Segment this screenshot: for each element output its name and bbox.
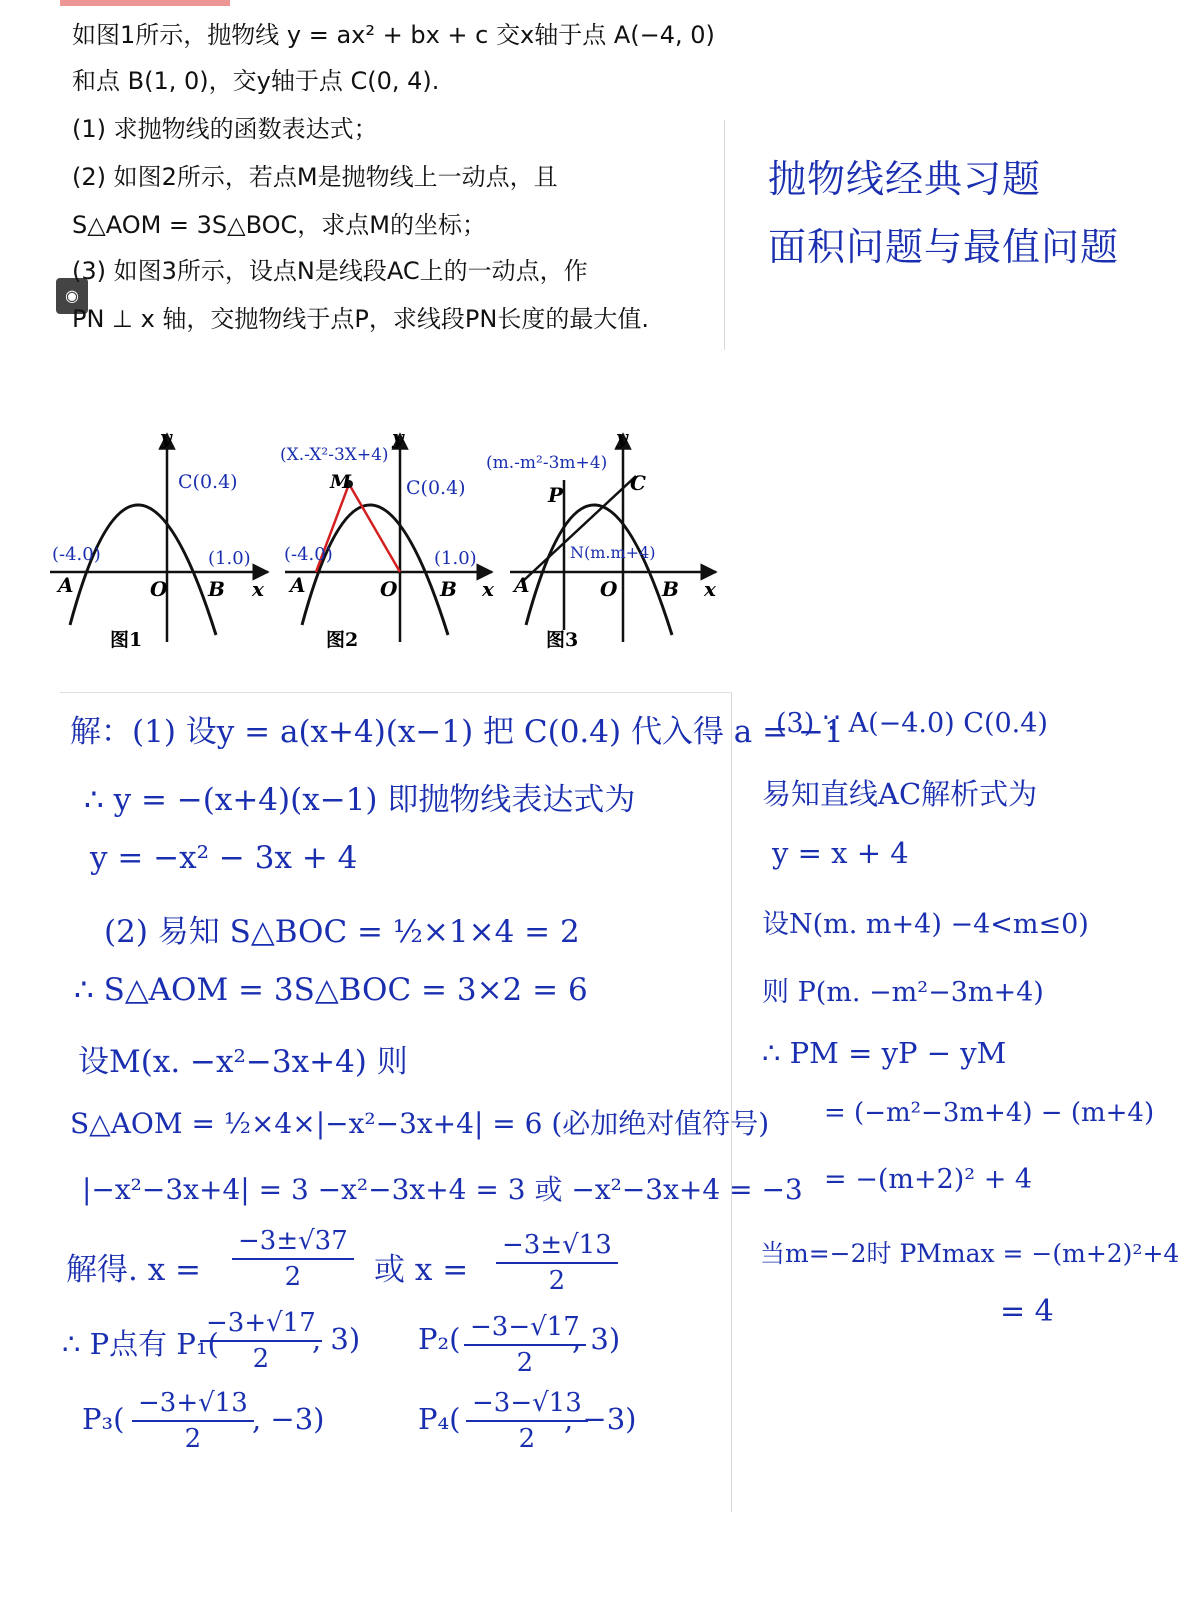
fig3-label-N: N(m.m+4) xyxy=(570,543,656,562)
fig2-label-O: O xyxy=(380,577,398,601)
sol-r-line-2: 易知直线AC解析式为 xyxy=(762,777,1038,811)
fig2-label-M-coord: (X.-X²-3X+4) xyxy=(280,445,389,465)
fraction-x-1 xyxy=(232,1226,354,1292)
sol-line-10-prefix: ∴ P点有 P₁( xyxy=(62,1327,219,1361)
sol-r-line-3: y = x + 4 xyxy=(772,836,909,870)
fraction-x-2-num: −3±√13 xyxy=(496,1230,618,1264)
figures-svg xyxy=(40,420,730,660)
fraction-p3 xyxy=(132,1388,254,1454)
sol-line-6: 设M(x. −x²−3x+4) 则 xyxy=(78,1044,408,1080)
camera-icon: ◉ xyxy=(56,278,88,314)
fig1-label-B: B xyxy=(208,577,225,601)
sol-line-3: y = −x² − 3x + 4 xyxy=(90,840,358,876)
fig2-parabola xyxy=(302,505,448,635)
fig3-label-P-coord: (m.-m²-3m+4) xyxy=(486,453,608,473)
sol-line-10-p2: P₂( xyxy=(418,1322,461,1356)
fig3-label-y: y xyxy=(616,425,628,449)
sol-line-1: 解：(1) 设y = a(x+4)(x−1) 把 C(0.4) 代入得 a = −1 xyxy=(70,714,844,750)
fig3-line-AC xyxy=(522,476,636,582)
fraction-p4-num: −3−√13 xyxy=(466,1388,588,1422)
problem-line-6: (3) 如图3所示，设点N是线段AC上的一动点，作 xyxy=(72,257,588,285)
sol-line-11-p3: P₃( xyxy=(82,1402,125,1436)
figure-2 xyxy=(280,425,495,651)
side-title-line-2: 面积问题与最值问题 xyxy=(768,225,1120,269)
fig1-label-O: O xyxy=(150,577,168,601)
sol-line-11-p4: P₄( xyxy=(418,1402,461,1436)
fig3-label-P: P xyxy=(548,483,564,507)
fig1-caption: 图1 xyxy=(110,629,143,651)
sol-line-8: |−x²−3x+4| = 3 −x²−3x+4 = 3 或 −x²−3x+4 = −3 xyxy=(82,1173,803,1206)
problem-line-2: 和点 B(1, 0)，交y轴于点 C(0, 4). xyxy=(72,67,440,95)
fig2-label-B: B xyxy=(440,577,457,601)
fraction-x-1-den: 2 xyxy=(284,1262,302,1292)
fraction-p2 xyxy=(464,1312,586,1378)
fig3-caption: 图3 xyxy=(546,629,579,651)
problem-line-5: S△AOM = 3S△BOC，求点M的坐标； xyxy=(72,211,487,239)
divider-top xyxy=(724,120,725,350)
problem-line-4: (2) 如图2所示，若点M是抛物线上一动点，且 xyxy=(72,163,558,191)
sol-r-line-6: ∴ PM = yP − yM xyxy=(762,1036,1007,1070)
sol-r-line-4: 设N(m. m+4) −4<m≤0) xyxy=(762,909,1089,940)
fraction-p2-num: −3−√17 xyxy=(464,1312,586,1346)
fig2-label-A-coord: (-4.0) xyxy=(284,544,333,565)
sol-line-11-mid: , −3) xyxy=(252,1402,325,1436)
top-red-mark xyxy=(60,0,230,6)
figure-3 xyxy=(486,425,717,651)
sol-line-10-mid: , 3) xyxy=(312,1322,361,1356)
fig2-label-y: y xyxy=(392,425,404,449)
sol-line-9-or: 或 x = xyxy=(374,1252,469,1288)
fig3-label-O: O xyxy=(600,577,618,601)
fraction-x-1-num: −3±√37 xyxy=(232,1226,354,1260)
sol-line-5: ∴ S△AOM = 3S△BOC = 3×2 = 6 xyxy=(74,972,588,1008)
figure-1 xyxy=(50,425,268,651)
fig2-label-M: M xyxy=(330,471,352,493)
fig2-caption: 图2 xyxy=(326,629,359,651)
side-title-line-1: 抛物线经典习题 xyxy=(768,157,1042,201)
fig1-label-A: A xyxy=(58,573,74,597)
fraction-x-2 xyxy=(496,1230,618,1296)
fraction-p1 xyxy=(200,1308,322,1374)
sol-line-2: ∴ y = −(x+4)(x−1) 即抛物线表达式为 xyxy=(84,782,636,818)
fig2-label-A: A xyxy=(290,573,306,597)
fig1-label-B-coord: (1.0) xyxy=(208,548,251,569)
fraction-x-2-den: 2 xyxy=(548,1266,566,1296)
sol-line-4: (2) 易知 S△BOC = ½×1×4 = 2 xyxy=(104,914,580,950)
fraction-p2-den: 2 xyxy=(516,1348,534,1378)
fig2-label-B-coord: (1.0) xyxy=(434,548,477,569)
sol-r-line-9: 当m=−2时 PMmax = −(m+2)²+4 xyxy=(760,1239,1180,1268)
problem-line-1: 如图1所示，抛物线 y = ax² + bx + c 交x轴于点 A(−4, 0) xyxy=(72,21,715,49)
fig3-parabola xyxy=(526,505,672,635)
fig2-label-C: C(0.4) xyxy=(406,477,466,499)
divider-horizontal xyxy=(60,692,732,693)
fig1-label-C: C(0.4) xyxy=(178,471,238,493)
sol-line-10-end: , 3) xyxy=(572,1322,621,1356)
fig3-label-x: x xyxy=(704,577,716,601)
problem-line-3: (1) 求抛物线的函数表达式； xyxy=(72,115,378,143)
fig3-label-B: B xyxy=(662,577,679,601)
fig3-label-A: A xyxy=(514,573,530,597)
sol-line-9-prefix: 解得. x = xyxy=(66,1252,202,1288)
fraction-p3-num: −3+√13 xyxy=(132,1388,254,1422)
fraction-p1-den: 2 xyxy=(252,1344,270,1374)
fig1-label-y: y xyxy=(160,425,172,449)
fig2-label-x: x xyxy=(482,577,494,601)
sol-r-line-8: = −(m+2)² + 4 xyxy=(824,1164,1033,1195)
sol-line-7: S△AOM = ½×4×|−x²−3x+4| = 6 (必加绝对值符号) xyxy=(70,1107,770,1140)
problem-line-7: PN ⊥ x 轴，交抛物线于点P，求线段PN长度的最大值. xyxy=(72,305,649,333)
fig3-label-C: C xyxy=(630,471,646,495)
sol-r-line-1: (3) ∵ A(−4.0) C(0.4) xyxy=(776,708,1048,739)
sol-r-line-7: = (−m²−3m+4) − (m+4) xyxy=(824,1098,1155,1128)
fraction-p3-den: 2 xyxy=(184,1424,202,1454)
sol-line-11-end: , −3) xyxy=(564,1402,637,1436)
fraction-p1-num: −3+√17 xyxy=(200,1308,322,1342)
sol-r-line-5: 则 P(m. −m²−3m+4) xyxy=(762,977,1044,1008)
fig1-parabola xyxy=(70,505,216,635)
sol-r-line-10: = 4 xyxy=(1000,1294,1054,1329)
fig1-label-x: x xyxy=(252,577,264,601)
fig1-label-A-coord: (-4.0) xyxy=(52,544,101,565)
fraction-p4-den: 2 xyxy=(518,1424,536,1454)
